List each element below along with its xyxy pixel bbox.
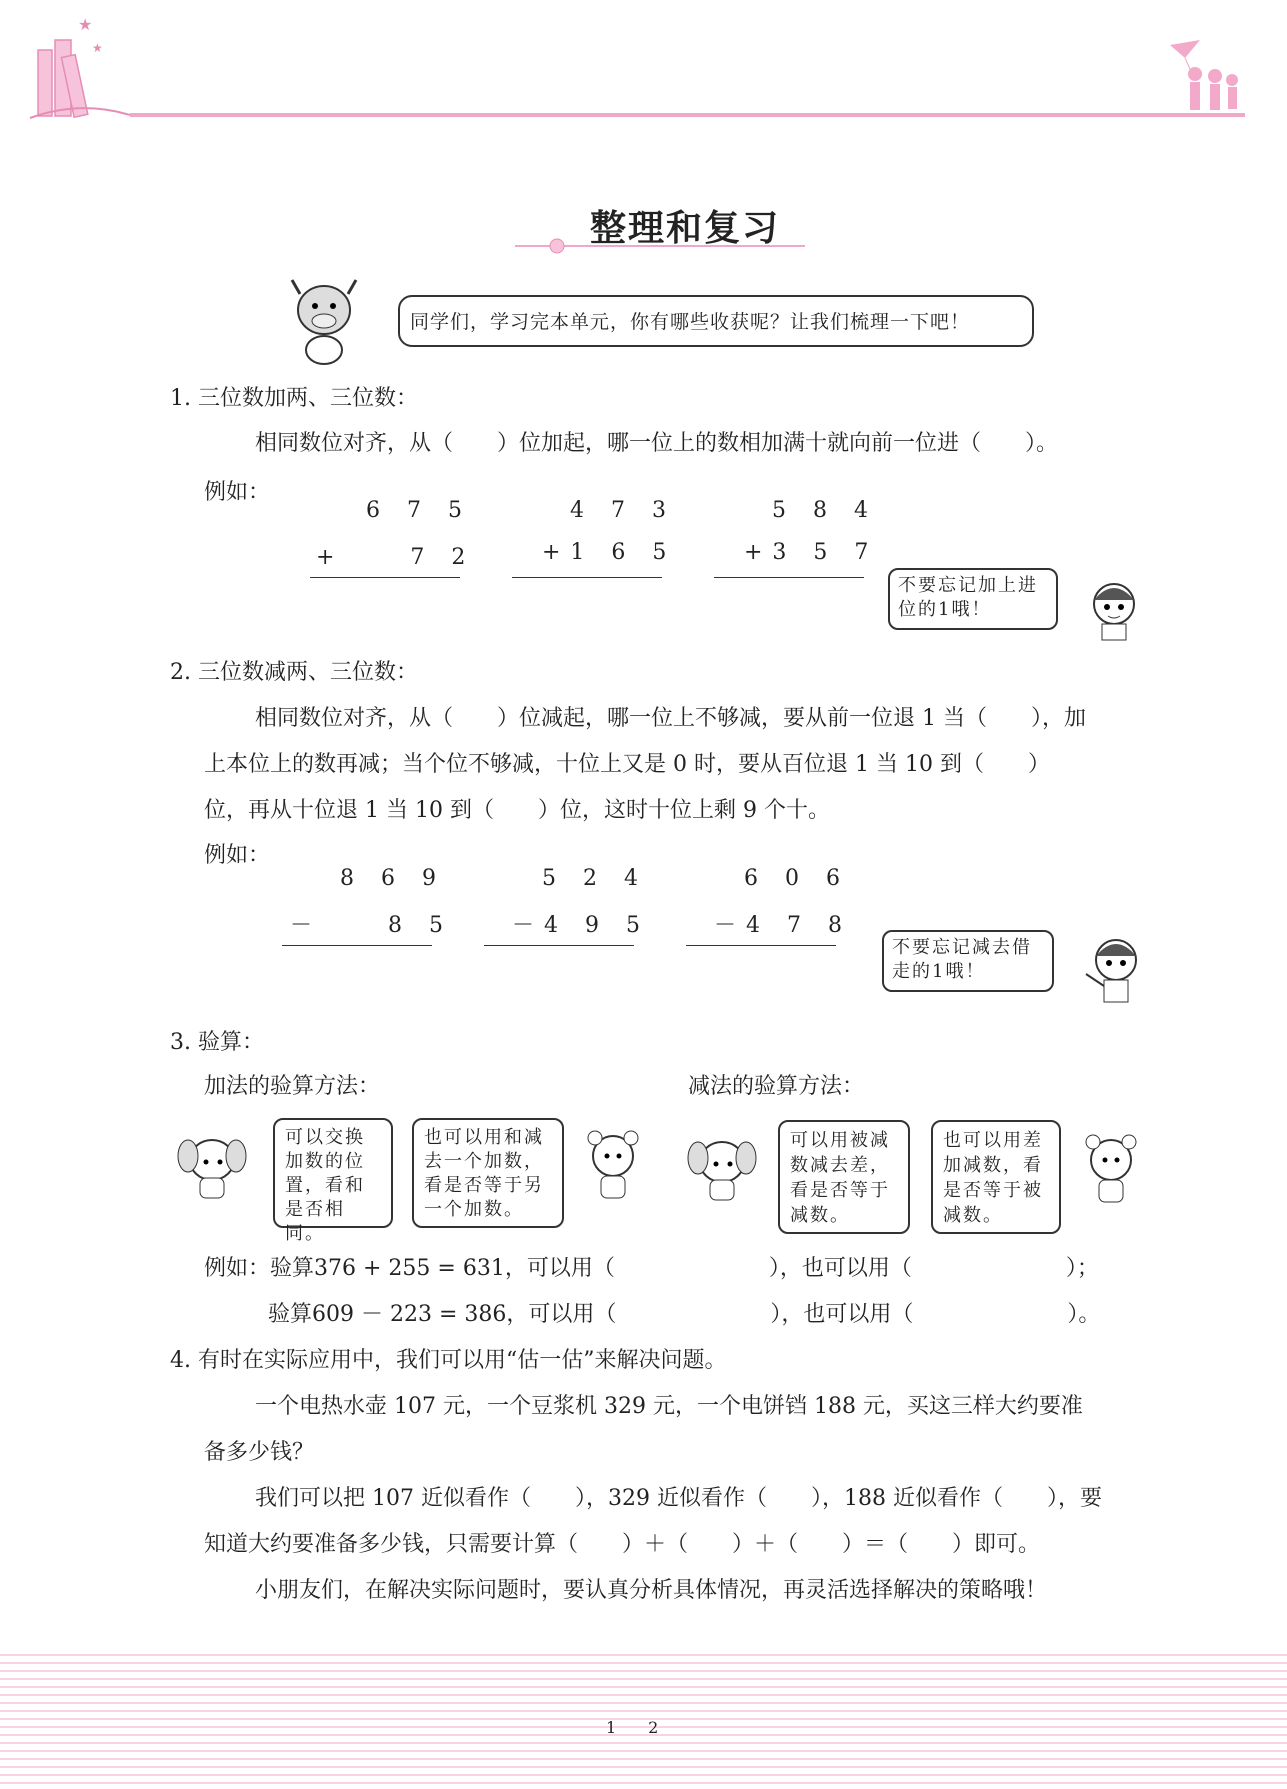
section2-text-line2: 上本位上的数再减；当个位不够减，十位上又是 0 时，要从百位退 1 当 10 到（ ） <box>204 752 1050 777</box>
sub-calc-3-rule <box>686 945 836 946</box>
sub-calc-2-rule <box>484 945 634 946</box>
sub-check-bubble-1: 可以用被减数减去差，看是否等于减数。 <box>778 1120 910 1234</box>
subtraction-check-label: 减法的验算方法： <box>688 1074 865 1099</box>
section2-heading: 2. 三位数减两、三位数： <box>170 660 418 685</box>
bear-mascot-icon-2 <box>1078 1128 1144 1208</box>
girl-pointing-icon <box>1078 930 1148 1006</box>
sub-calc-1-rule <box>282 945 432 946</box>
add-calc-1-bottom: + 7 2 <box>316 545 476 570</box>
add-check-bubble-1: 可以交换加数的位置，看和是否相同。 <box>273 1118 393 1228</box>
add-calc-2-bottom: +1 6 5 <box>542 540 677 565</box>
section3-example-2: 验算609 － 223 = 386，可以用（ ），也可以用（ ）。 <box>268 1302 1101 1327</box>
section1-example-label: 例如： <box>204 480 271 505</box>
add-calc-2-rule <box>512 577 662 578</box>
add-calc-1-top: 6 7 5 <box>366 498 472 523</box>
add-calc-3-top: 5 8 4 <box>772 498 878 523</box>
girl-mascot-icon <box>1078 572 1148 642</box>
section2-text-line3: 位，再从十位退 1 当 10 到（ ）位，这时十位上剩 9 个十。 <box>204 798 830 823</box>
add-calc-3-bottom: +3 5 7 <box>744 540 879 565</box>
svg-text:★: ★ <box>92 41 103 55</box>
section3-heading: 3. 验算： <box>170 1030 264 1055</box>
section1-heading: 1. 三位数加两、三位数： <box>170 386 418 411</box>
section1-text: 相同数位对齐，从（ ）位加起，哪一位上的数相加满十就向前一位进（ ）。 <box>255 431 1059 456</box>
puppy-mascot-icon <box>174 1128 248 1204</box>
kite-children-icon <box>1170 40 1238 110</box>
sub-tip-bubble: 不要忘记减去借走的1哦！ <box>882 930 1054 992</box>
section4-text-line3: 我们可以把 107 近似看作（ ），329 近似看作（ ），188 近似看作（ ），要 <box>255 1486 1102 1511</box>
section4-text-line5: 小朋友们，在解决实际问题时，要认真分析具体情况，再灵活选择解决的策略哦！ <box>255 1578 1048 1603</box>
add-calc-2-top: 4 7 3 <box>570 498 676 523</box>
addition-check-label: 加法的验算方法： <box>204 1074 381 1099</box>
title-underline <box>515 238 805 254</box>
puppy-mascot-icon-2 <box>684 1130 758 1206</box>
section2-text-line1: 相同数位对齐，从（ ）位减起，哪一位上不够减，要从前一位退 1 当（ ），加 <box>255 706 1086 731</box>
sub-calc-3-bottom: －4 7 8 <box>714 913 852 938</box>
add-check-bubble-2: 也可以用和减去一个加数，看是否等于另一个加数。 <box>412 1118 564 1228</box>
sub-calc-2-top: 5 2 4 <box>542 866 648 891</box>
add-tip-bubble: 不要忘记加上进位的1哦！ <box>888 568 1058 630</box>
section3-example-1: 例如：验算376 + 255 = 631，可以用（ ），也可以用（ ）； <box>204 1256 1099 1281</box>
section4-text-line4: 知道大约要准备多少钱，只需要计算（ ）＋（ ）＋（ ）＝（ ）即可。 <box>204 1532 1041 1557</box>
add-calc-3-rule <box>714 577 864 578</box>
bear-mascot-icon <box>580 1124 646 1204</box>
header-decoration <box>0 0 1287 140</box>
page-title: 整理和复习 <box>590 207 781 249</box>
sub-calc-1-top: 8 6 9 <box>340 866 446 891</box>
page-number: 1 2 <box>606 1718 659 1737</box>
cow-mascot-icon <box>284 276 364 366</box>
section4-text-line2: 备多少钱？ <box>204 1440 315 1465</box>
intro-speech-bubble: 同学们，学习完本单元，你有哪些收获呢？让我们梳理一下吧！ <box>398 295 1034 347</box>
sub-check-bubble-2: 也可以用差加减数，看是否等于被减数。 <box>931 1120 1061 1234</box>
sub-calc-3-top: 6 0 6 <box>744 866 850 891</box>
sub-calc-2-bottom: －4 9 5 <box>512 913 650 938</box>
sub-calc-1-bottom: － 8 5 <box>290 913 453 938</box>
section4-heading: 4. 有时在实际应用中，我们可以用“估一估”来解决问题。 <box>170 1348 727 1373</box>
svg-text:★: ★ <box>78 15 93 34</box>
section2-example-label: 例如： <box>204 843 271 868</box>
add-calc-1-rule <box>310 577 460 578</box>
books-icon <box>38 40 88 117</box>
section4-text-line1: 一个电热水壶 107 元，一个豆浆机 329 元，一个电饼铛 188 元，买这三样大约要准 <box>255 1394 1083 1419</box>
